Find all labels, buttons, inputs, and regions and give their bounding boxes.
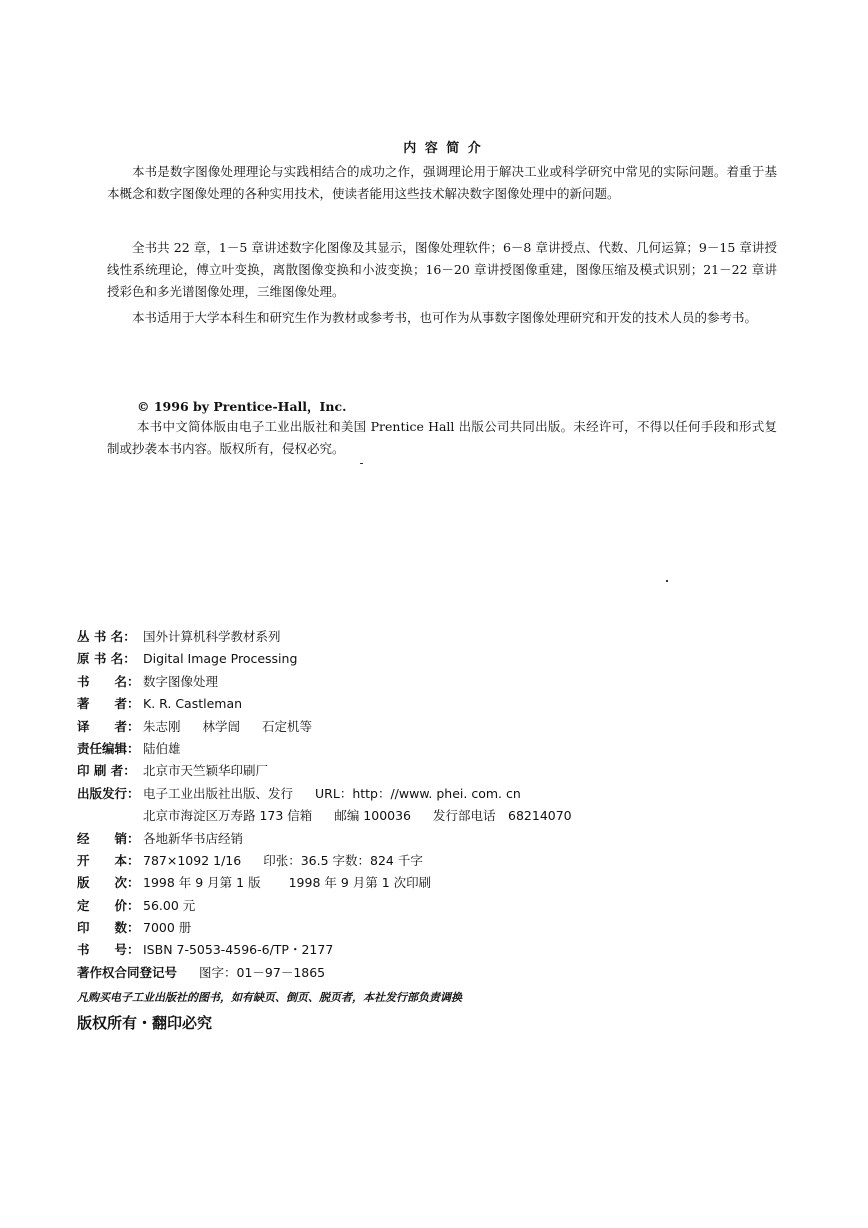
isbn-key: 书 号： (77, 942, 140, 958)
summary-paragraph-3: 本书适用于大学本科生和研究生作为教材或参考书，也可作为从事数字图像处理研究和开发的技术人员的参考书。 (132, 310, 758, 325)
publisher-url: URL：http：//www. phei. com. cn (315, 785, 521, 801)
translators-key: 译 者： (77, 718, 140, 734)
sheets-value: 印张：36.5 字数：824 千字 (263, 852, 423, 868)
quantity-value: 7000 册 (143, 920, 192, 936)
copyright-line: © 1996 by Prentice-Hall，Inc. (137, 399, 347, 414)
zip-value: 邮编 100036 (334, 808, 412, 824)
editor-value: 陆伯雄 (143, 740, 181, 756)
translator-3: 石定机等 (262, 718, 313, 734)
publisher-key: 出版发行： (77, 785, 140, 801)
isbn-value: ISBN 7-5053-4596-6/TP・2177 (143, 942, 334, 958)
translators-row (77, 716, 777, 738)
phone-value: 发行部电话 68214070 (433, 808, 572, 824)
price-value: 56.00 元 (143, 897, 196, 913)
publisher-row (77, 783, 777, 805)
registration-value: 图字：01－97－1865 (199, 964, 326, 980)
printer-value: 北京市天竺颖华印刷厂 (143, 763, 269, 779)
book-title-row (77, 671, 777, 693)
isbn-row (77, 939, 777, 961)
translator-2: 林学訚 (202, 718, 241, 734)
format-value: 787×1092 1/16 (143, 852, 242, 868)
printer-row (77, 760, 777, 782)
address-row (77, 805, 777, 827)
price-row (77, 895, 777, 917)
book-title-key: 书 名： (77, 673, 140, 689)
format-row (77, 850, 777, 872)
edition-value: 1998 年 9 月第 1 版 (143, 875, 261, 891)
printer-key: 印 刷 者： (77, 763, 136, 779)
format-key: 开 本： (77, 852, 140, 868)
rights-reserved: 版权所有・翻印必究 (77, 1014, 213, 1032)
distributor-row (77, 828, 777, 850)
book-title-value: 数字图像处理 (143, 673, 219, 689)
edition-key: 版 次： (77, 875, 140, 891)
author-value: K. R. Castleman (143, 696, 243, 712)
author-row (77, 693, 777, 715)
translator-1: 朱志刚 (143, 718, 181, 734)
edition-row (77, 872, 777, 894)
publisher-value: 电子工业出版社出版、发行 (143, 785, 294, 801)
summary-paragraph-2: 全书共 22 章，1－5 章讲述数字化图像及其显示，图像处理软件；6－8 章讲授点、代数、几何运算；9－15 章讲授线性系统理论，傅立叶变换，离散图像变换和小波变换；16－20 章讲授图像重建，图像压缩及模式识别；21－22 章讲授彩色和多光谱图像处理，三维图像处理。 (107, 240, 777, 299)
distributor-value: 各地新华书店经销 (143, 830, 244, 846)
registration-row (77, 962, 777, 984)
speck-mark (360, 463, 363, 464)
original-title-value: Digital Image Processing (143, 651, 298, 667)
series-key: 丛 书 名： (77, 629, 136, 644)
series-row (77, 626, 777, 648)
summary-title: 内 容 简 介 (403, 141, 483, 156)
speck-mark (666, 580, 668, 582)
author-key: 著 者： (77, 696, 140, 712)
original-title-row (77, 648, 777, 670)
editor-key: 责任编辑： (77, 740, 140, 756)
registration-key: 著作权合同登记号 (77, 964, 178, 980)
editor-row (77, 738, 777, 760)
publication-info (77, 626, 777, 984)
rights-statement: 本书中文简体版由电子工业出版社和美国 Prentice Hall 出版公司共同出版。未经许可，不得以任何手段和形式复制或抄袭本书内容。版权所有，侵权必究。 (107, 419, 777, 456)
printing-value: 1998 年 9 月第 1 次印刷 (288, 875, 432, 891)
original-title-key: 原 书 名： (77, 651, 136, 667)
replacement-notice: 凡购买电子工业出版社的图书，如有缺页、倒页、脱页者，本社发行部负责调换 (77, 991, 462, 1004)
quantity-key: 印 数： (77, 920, 140, 936)
distributor-key: 经 销： (77, 830, 140, 846)
summary-paragraph-1: 本书是数字图像处理理论与实践相结合的成功之作，强调理论用于解决工业或科学研究中常见的实际问题。着重于基本概念和数字图像处理的各种实用技术，使读者能用这些技术解决数字图像处理中的新问题。 (107, 164, 777, 201)
price-key: 定 价： (77, 897, 140, 913)
series-value: 国外计算机科学教材系列 (143, 629, 281, 644)
quantity-row (77, 917, 777, 939)
address-value: 北京市海淀区万寿路 173 信箱 (143, 808, 313, 824)
